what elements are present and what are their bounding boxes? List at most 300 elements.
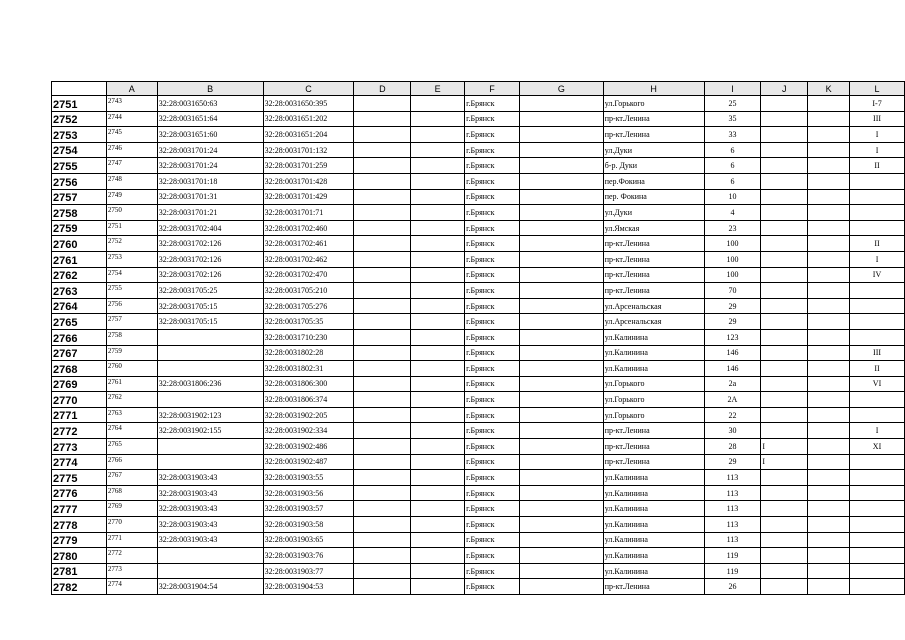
- cell-d: [354, 423, 411, 439]
- cell-e: [411, 470, 465, 486]
- cell-i: 35: [704, 111, 761, 127]
- cell-e: [411, 407, 465, 423]
- cell-i: 113: [704, 470, 761, 486]
- cell-i: 70: [704, 283, 761, 299]
- cell-d: [354, 470, 411, 486]
- row-number-cell: [52, 345, 107, 361]
- cell-j: [761, 205, 808, 221]
- cell-l: [850, 298, 905, 314]
- cell-k: [808, 501, 850, 517]
- row-header-corner: [52, 82, 107, 96]
- cell-h: ул.Горького: [603, 392, 704, 408]
- cell-a: [106, 423, 157, 439]
- table-row: [52, 220, 905, 236]
- cell-d: [354, 142, 411, 158]
- cell-e: [411, 251, 465, 267]
- cell-a: [106, 283, 157, 299]
- cell-b: 32:28:0031651:60: [157, 127, 263, 143]
- cell-f: г.Брянск: [465, 111, 520, 127]
- cell-c: 32:28:0031902:487: [263, 454, 354, 470]
- cell-a: [106, 173, 157, 189]
- cell-d: [354, 205, 411, 221]
- cell-a: [106, 579, 157, 595]
- cell-h: пр-кт.Ленина: [603, 439, 704, 455]
- cell-k: [808, 376, 850, 392]
- cell-l: [850, 220, 905, 236]
- cell-k: [808, 236, 850, 252]
- cell-b: 32:28:0031903:43: [157, 470, 263, 486]
- cell-f: г.Брянск: [465, 563, 520, 579]
- cell-b: 32:28:0031702:404: [157, 220, 263, 236]
- row-number: 2775: [53, 472, 78, 485]
- cell-d: [354, 376, 411, 392]
- row-number: 2773: [53, 441, 78, 454]
- cell-k: [808, 579, 850, 595]
- column-header-j: J: [761, 82, 808, 96]
- cell-b: 32:28:0031903:43: [157, 532, 263, 548]
- cell-a: [106, 220, 157, 236]
- row-number-cell: [52, 579, 107, 595]
- spreadsheet-table: [51, 81, 905, 595]
- cell-k: [808, 517, 850, 533]
- cell-h: пр-кт.Ленина: [603, 236, 704, 252]
- cell-b: 32:28:0031702:126: [157, 236, 263, 252]
- cell-h: ул.Ямская: [603, 220, 704, 236]
- cell-f: г.Брянск: [465, 454, 520, 470]
- cell-d: [354, 345, 411, 361]
- row-number-cell: [52, 142, 107, 158]
- cell-l: [850, 392, 905, 408]
- previous-number: 2760: [107, 362, 122, 371]
- row-number-cell: [52, 236, 107, 252]
- cell-d: [354, 485, 411, 501]
- cell-g: [520, 329, 604, 345]
- cell-i: 2а: [704, 376, 761, 392]
- cell-f: г.Брянск: [465, 470, 520, 486]
- previous-number: 2773: [107, 564, 122, 573]
- cell-h: ул.Калинина: [603, 548, 704, 564]
- cell-i: 6: [704, 158, 761, 174]
- previous-number: 2756: [107, 299, 122, 308]
- cell-i: 30: [704, 423, 761, 439]
- cell-f: г.Брянск: [465, 423, 520, 439]
- cell-a: [106, 439, 157, 455]
- table-row: [52, 189, 905, 205]
- table-row: [52, 454, 905, 470]
- cell-k: [808, 314, 850, 330]
- cell-f: г.Брянск: [465, 517, 520, 533]
- column-header-k: K: [808, 82, 850, 96]
- cell-k: [808, 563, 850, 579]
- cell-j: [761, 298, 808, 314]
- row-number-cell: [52, 454, 107, 470]
- cell-g: [520, 439, 604, 455]
- cell-k: [808, 345, 850, 361]
- cell-c: 32:28:0031702:462: [263, 251, 354, 267]
- cell-l: [850, 454, 905, 470]
- cell-l: [850, 579, 905, 595]
- cell-j: [761, 361, 808, 377]
- cell-l: I: [850, 423, 905, 439]
- cell-g: [520, 298, 604, 314]
- cell-h: ул.Горького: [603, 376, 704, 392]
- cell-c: 32:28:0031701:428: [263, 173, 354, 189]
- cell-b: 32:28:0031904:54: [157, 579, 263, 595]
- cell-c: 32:28:0031903:56: [263, 485, 354, 501]
- cell-d: [354, 329, 411, 345]
- row-number-cell: [52, 485, 107, 501]
- cell-d: [354, 96, 411, 112]
- row-number: 2762: [53, 270, 78, 283]
- table-row: [52, 267, 905, 283]
- cell-d: [354, 267, 411, 283]
- cell-b: [157, 345, 263, 361]
- cell-k: [808, 189, 850, 205]
- cell-e: [411, 298, 465, 314]
- cell-a: [106, 501, 157, 517]
- cell-k: [808, 329, 850, 345]
- cell-g: [520, 470, 604, 486]
- cell-d: [354, 392, 411, 408]
- cell-d: [354, 361, 411, 377]
- cell-b: 32:28:0031902:123: [157, 407, 263, 423]
- table-row: [52, 329, 905, 345]
- cell-f: г.Брянск: [465, 142, 520, 158]
- cell-k: [808, 251, 850, 267]
- previous-number: 2746: [107, 143, 122, 152]
- cell-d: [354, 532, 411, 548]
- cell-b: 32:28:0031701:18: [157, 173, 263, 189]
- table-row: [52, 439, 905, 455]
- row-number: 2768: [53, 363, 78, 376]
- table-row: [52, 470, 905, 486]
- cell-b: [157, 454, 263, 470]
- cell-j: [761, 236, 808, 252]
- cell-h: пер. Фокина: [603, 189, 704, 205]
- cell-l: [850, 532, 905, 548]
- cell-j: [761, 96, 808, 112]
- cell-f: г.Брянск: [465, 361, 520, 377]
- cell-h: ул.Дуки: [603, 142, 704, 158]
- row-number-cell: [52, 439, 107, 455]
- cell-i: 28: [704, 439, 761, 455]
- cell-l: [850, 501, 905, 517]
- cell-h: ул.Дуки: [603, 205, 704, 221]
- cell-e: [411, 392, 465, 408]
- cell-c: 32:28:0031902:205: [263, 407, 354, 423]
- row-number: 2755: [53, 160, 78, 173]
- row-number-cell: [52, 205, 107, 221]
- cell-i: 6: [704, 142, 761, 158]
- cell-c: 32:28:0031702:470: [263, 267, 354, 283]
- cell-k: [808, 111, 850, 127]
- cell-g: [520, 111, 604, 127]
- row-number-cell: [52, 361, 107, 377]
- cell-k: [808, 423, 850, 439]
- cell-k: [808, 127, 850, 143]
- column-header-b: B: [157, 82, 263, 96]
- cell-c: 32:28:0031802:31: [263, 361, 354, 377]
- cell-d: [354, 439, 411, 455]
- table-row: [52, 298, 905, 314]
- cell-c: 32:28:0031705:276: [263, 298, 354, 314]
- cell-a: [106, 267, 157, 283]
- row-number-cell: [52, 563, 107, 579]
- cell-d: [354, 314, 411, 330]
- table-row: [52, 485, 905, 501]
- previous-number: 2763: [107, 408, 122, 417]
- table-row: [52, 236, 905, 252]
- cell-c: 32:28:0031902:486: [263, 439, 354, 455]
- cell-l: III: [850, 345, 905, 361]
- cell-l: VI: [850, 376, 905, 392]
- cell-b: [157, 361, 263, 377]
- cell-j: [761, 501, 808, 517]
- cell-g: [520, 158, 604, 174]
- row-number: 2780: [53, 550, 78, 563]
- cell-d: [354, 127, 411, 143]
- cell-i: 119: [704, 548, 761, 564]
- table-row: [52, 127, 905, 143]
- cell-k: [808, 485, 850, 501]
- row-number: 2760: [53, 238, 78, 251]
- cell-a: [106, 142, 157, 158]
- cell-h: ул.Калинина: [603, 345, 704, 361]
- cell-k: [808, 454, 850, 470]
- row-number: 2756: [53, 176, 78, 189]
- previous-number: 2747: [107, 159, 122, 168]
- cell-d: [354, 220, 411, 236]
- cell-e: [411, 485, 465, 501]
- cell-f: г.Брянск: [465, 329, 520, 345]
- cell-i: 100: [704, 267, 761, 283]
- cell-b: 32:28:0031705:15: [157, 314, 263, 330]
- cell-c: 32:28:0031903:57: [263, 501, 354, 517]
- cell-e: [411, 329, 465, 345]
- cell-i: 146: [704, 345, 761, 361]
- cell-l: III: [850, 111, 905, 127]
- cell-e: [411, 454, 465, 470]
- cell-k: [808, 439, 850, 455]
- cell-g: [520, 96, 604, 112]
- table-row: [52, 501, 905, 517]
- cell-b: 32:28:0031903:43: [157, 501, 263, 517]
- cell-a: [106, 158, 157, 174]
- cell-k: [808, 392, 850, 408]
- cell-a: [106, 96, 157, 112]
- cell-b: 32:28:0031902:155: [157, 423, 263, 439]
- cell-j: [761, 173, 808, 189]
- cell-h: ул.Горького: [603, 407, 704, 423]
- row-number: 2764: [53, 301, 78, 314]
- row-number-cell: [52, 517, 107, 533]
- cell-b: 32:28:0031650:63: [157, 96, 263, 112]
- cell-f: г.Брянск: [465, 548, 520, 564]
- cell-j: [761, 548, 808, 564]
- cell-i: 113: [704, 485, 761, 501]
- cell-i: 10: [704, 189, 761, 205]
- cell-e: [411, 283, 465, 299]
- cell-k: [808, 158, 850, 174]
- column-header-i: I: [704, 82, 761, 96]
- cell-g: [520, 579, 604, 595]
- previous-number: 2755: [107, 284, 122, 293]
- row-number-cell: [52, 111, 107, 127]
- cell-b: 32:28:0031705:25: [157, 283, 263, 299]
- cell-g: [520, 563, 604, 579]
- cell-c: 32:28:0031702:461: [263, 236, 354, 252]
- previous-number: 2749: [107, 190, 122, 199]
- cell-g: [520, 517, 604, 533]
- cell-e: [411, 423, 465, 439]
- cell-d: [354, 173, 411, 189]
- cell-a: [106, 548, 157, 564]
- cell-i: 25: [704, 96, 761, 112]
- cell-j: [761, 392, 808, 408]
- cell-h: пр-кт.Ленина: [603, 579, 704, 595]
- cell-h: ул.Арсенальская: [603, 298, 704, 314]
- table-row: [52, 173, 905, 189]
- cell-d: [354, 158, 411, 174]
- cell-j: [761, 111, 808, 127]
- cell-d: [354, 111, 411, 127]
- column-header-a: A: [106, 82, 157, 96]
- cell-j: [761, 142, 808, 158]
- cell-l: [850, 548, 905, 564]
- cell-a: [106, 392, 157, 408]
- cell-a: [106, 189, 157, 205]
- cell-k: [808, 205, 850, 221]
- row-number: 2753: [53, 129, 78, 142]
- cell-e: [411, 314, 465, 330]
- column-header-c: C: [263, 82, 354, 96]
- cell-g: [520, 392, 604, 408]
- cell-i: 119: [704, 563, 761, 579]
- cell-d: [354, 548, 411, 564]
- previous-number: 2767: [107, 471, 122, 480]
- cell-j: I: [761, 439, 808, 455]
- cell-j: [761, 189, 808, 205]
- cell-h: ул.Калинина: [603, 329, 704, 345]
- cell-j: [761, 579, 808, 595]
- table-row: [52, 251, 905, 267]
- cell-l: [850, 189, 905, 205]
- cell-j: [761, 517, 808, 533]
- cell-i: 113: [704, 532, 761, 548]
- cell-c: 32:28:0031701:259: [263, 158, 354, 174]
- cell-c: 32:28:0031701:71: [263, 205, 354, 221]
- cell-a: [106, 532, 157, 548]
- table-row: [52, 579, 905, 595]
- row-number: 2763: [53, 285, 78, 298]
- cell-c: 32:28:0031904:53: [263, 579, 354, 595]
- previous-number: 2758: [107, 330, 122, 339]
- previous-number: 2745: [107, 128, 122, 137]
- cell-b: [157, 392, 263, 408]
- cell-f: г.Брянск: [465, 485, 520, 501]
- row-number: 2782: [53, 582, 78, 594]
- cell-j: [761, 407, 808, 423]
- cell-i: 113: [704, 517, 761, 533]
- row-number-cell: [52, 314, 107, 330]
- cell-c: 32:28:0031903:55: [263, 470, 354, 486]
- row-number-cell: [52, 96, 107, 112]
- cell-e: [411, 532, 465, 548]
- row-number-cell: [52, 127, 107, 143]
- cell-f: г.Брянск: [465, 189, 520, 205]
- previous-number: 2769: [107, 502, 122, 511]
- cell-a: [106, 251, 157, 267]
- cell-c: 32:28:0031651:204: [263, 127, 354, 143]
- cell-b: 32:28:0031806:236: [157, 376, 263, 392]
- cell-g: [520, 267, 604, 283]
- cell-e: [411, 517, 465, 533]
- row-number-cell: [52, 220, 107, 236]
- table-row: [52, 345, 905, 361]
- cell-e: [411, 96, 465, 112]
- cell-d: [354, 579, 411, 595]
- cell-f: г.Брянск: [465, 236, 520, 252]
- row-number-cell: [52, 501, 107, 517]
- previous-number: 2754: [107, 268, 122, 277]
- cell-e: [411, 267, 465, 283]
- cell-i: 33: [704, 127, 761, 143]
- cell-j: [761, 423, 808, 439]
- cell-c: 32:28:0031701:132: [263, 142, 354, 158]
- cell-d: [354, 407, 411, 423]
- previous-number: 2762: [107, 393, 122, 402]
- cell-g: [520, 173, 604, 189]
- cell-e: [411, 142, 465, 158]
- cell-h: пр-кт.Ленина: [603, 454, 704, 470]
- cell-h: ул.Арсенальская: [603, 314, 704, 330]
- cell-j: [761, 127, 808, 143]
- cell-j: [761, 251, 808, 267]
- cell-f: г.Брянск: [465, 283, 520, 299]
- cell-i: 23: [704, 220, 761, 236]
- cell-f: г.Брянск: [465, 501, 520, 517]
- cell-l: [850, 173, 905, 189]
- cell-g: [520, 189, 604, 205]
- cell-d: [354, 501, 411, 517]
- cell-i: 6: [704, 173, 761, 189]
- cell-a: [106, 517, 157, 533]
- cell-j: [761, 283, 808, 299]
- row-number: 2770: [53, 394, 78, 407]
- cell-c: 32:28:0031903:65: [263, 532, 354, 548]
- cell-b: [157, 439, 263, 455]
- column-header-g: G: [520, 82, 604, 96]
- cell-e: [411, 361, 465, 377]
- cell-a: [106, 127, 157, 143]
- cell-b: [157, 329, 263, 345]
- table-row: [52, 407, 905, 423]
- table-row: [52, 423, 905, 439]
- cell-g: [520, 407, 604, 423]
- cell-f: г.Брянск: [465, 532, 520, 548]
- previous-number: 2751: [107, 221, 122, 230]
- cell-i: 22: [704, 407, 761, 423]
- row-number-cell: [52, 392, 107, 408]
- row-number: 2766: [53, 332, 78, 345]
- cell-c: 32:28:0031802:28: [263, 345, 354, 361]
- cell-e: [411, 111, 465, 127]
- previous-number: 2743: [107, 97, 122, 105]
- cell-h: пр-кт.Ленина: [603, 127, 704, 143]
- previous-number: 2750: [107, 206, 122, 215]
- cell-l: [850, 314, 905, 330]
- cell-d: [354, 251, 411, 267]
